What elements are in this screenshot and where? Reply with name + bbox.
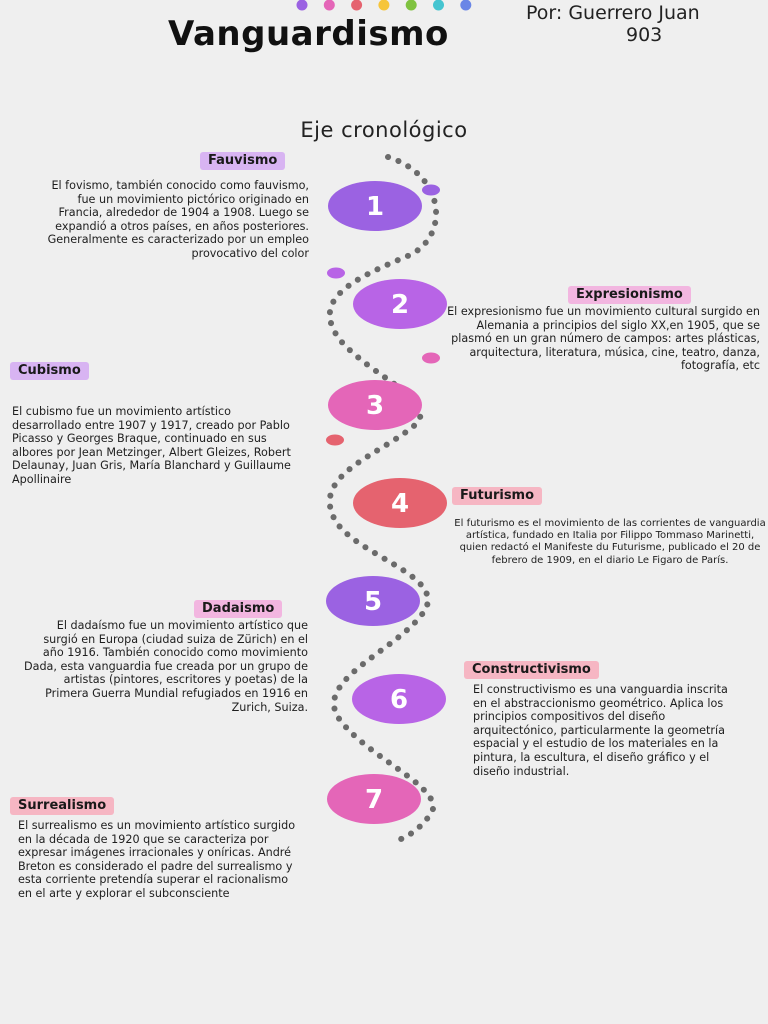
color-dot — [433, 0, 444, 11]
node-number: 1 — [365, 192, 385, 222]
label-constructivismo: Constructivismo — [464, 661, 599, 679]
node-number: 4 — [390, 489, 410, 519]
node-number: 5 — [363, 587, 383, 617]
timeline-node-1 — [328, 181, 422, 231]
label-fauvismo: Fauvismo — [200, 152, 285, 170]
timeline-node-3 — [328, 380, 422, 430]
timeline-node-4 — [353, 478, 447, 528]
desc-constructivismo: El constructivismo es una vanguardia inscrita en el abstraccionismo geométrico. Aplica los principios compositivos del diseño arquitectónico, particularmente la geometría espacial y el estudio de los materiales en la pintura, la escultura, el diseño gráfico y el diseño industrial. — [473, 683, 728, 778]
accent-dot — [422, 185, 440, 196]
page-title: Vanguardismo — [168, 14, 449, 54]
label-surrealismo: Surrealismo — [10, 797, 114, 815]
label-cubismo: Cubismo — [10, 362, 89, 380]
color-dot — [378, 0, 389, 11]
label-expresionismo: Expresionismo — [568, 286, 691, 304]
node-number: 3 — [365, 391, 385, 421]
timeline-node-2 — [353, 279, 447, 329]
subtitle: Eje cronológico — [300, 118, 468, 142]
author-group: 903 — [626, 24, 663, 46]
desc-expresionismo: El expresionismo fue un movimiento cultural surgido en Alemania a principios del siglo XX,en 1905, que se plasmó en un gran número de campos: artes plásticas, arquitectura, literatura, música, cine, teatro, danza, fotografía, etc — [447, 305, 760, 373]
label-futurismo: Futurismo — [452, 487, 542, 505]
color-dot — [351, 0, 362, 11]
accent-dot — [327, 268, 345, 279]
accent-dot — [422, 353, 440, 364]
label-dadaismo: Dadaismo — [194, 600, 282, 618]
desc-cubismo: El cubismo fue un movimiento artístico desarrollado entre 1907 y 1917, creado por Pablo Picasso y Georges Braque, continuado en sus albores por Jean Metzinger, Albert Gleizes, Robert Delaunay, Juan Gris, María Blanchard y Guillaume Apollinaire — [12, 405, 291, 486]
node-number: 6 — [389, 685, 409, 715]
desc-fauvismo: El fovismo, también conocido como fauvismo, fue un movimiento pictórico originado en Francia, alrededor de 1904 a 1908. Luego se expandió a otros países, en años posteriores. Generalmente es caracterizado por un empleo provocativo del color — [47, 179, 309, 260]
color-dot — [460, 0, 471, 11]
desc-dadaismo: El dadaísmo fue un movimiento artístico que surgió en Europa (ciudad suiza de Zürich) en el año 1916. También conocido como movimiento Dada, esta vanguardia fue creada por un grupo de artistas (pintores, escritores y poetas) de la Primera Guerra Mundial refugiados en 1916 en Zurich, Suiza. — [23, 619, 308, 714]
author-name: Por: Guerrero Juan — [526, 2, 700, 24]
color-dot — [297, 0, 308, 11]
color-dot — [406, 0, 417, 11]
timeline-node-6 — [352, 674, 446, 724]
node-number: 2 — [390, 290, 410, 320]
timeline-node-5 — [326, 576, 420, 626]
desc-futurismo: El futurismo es el movimiento de las corrientes de vanguardia artística, fundado en Italia por Filippo Tommaso Marinetti, quien redactó el Manifeste du Futurisme, publicado el 20 de febrero de 1909, en el diario Le Figaro de París. — [454, 518, 766, 566]
timeline-node-7 — [327, 774, 421, 824]
desc-surrealismo: El surrealismo es un movimiento artístico surgido en la década de 1920 que se caracteriza por expresar imágenes irracionales y oníricas. André Breton es considerado el padre del surrealismo y esta corriente pretendía superar el racionalismo en el arte y explorar el subconsciente — [18, 819, 296, 900]
node-number: 7 — [364, 785, 384, 815]
accent-dot — [326, 435, 344, 446]
author — [526, 2, 700, 46]
color-dots — [297, 0, 472, 11]
color-dot — [324, 0, 335, 11]
